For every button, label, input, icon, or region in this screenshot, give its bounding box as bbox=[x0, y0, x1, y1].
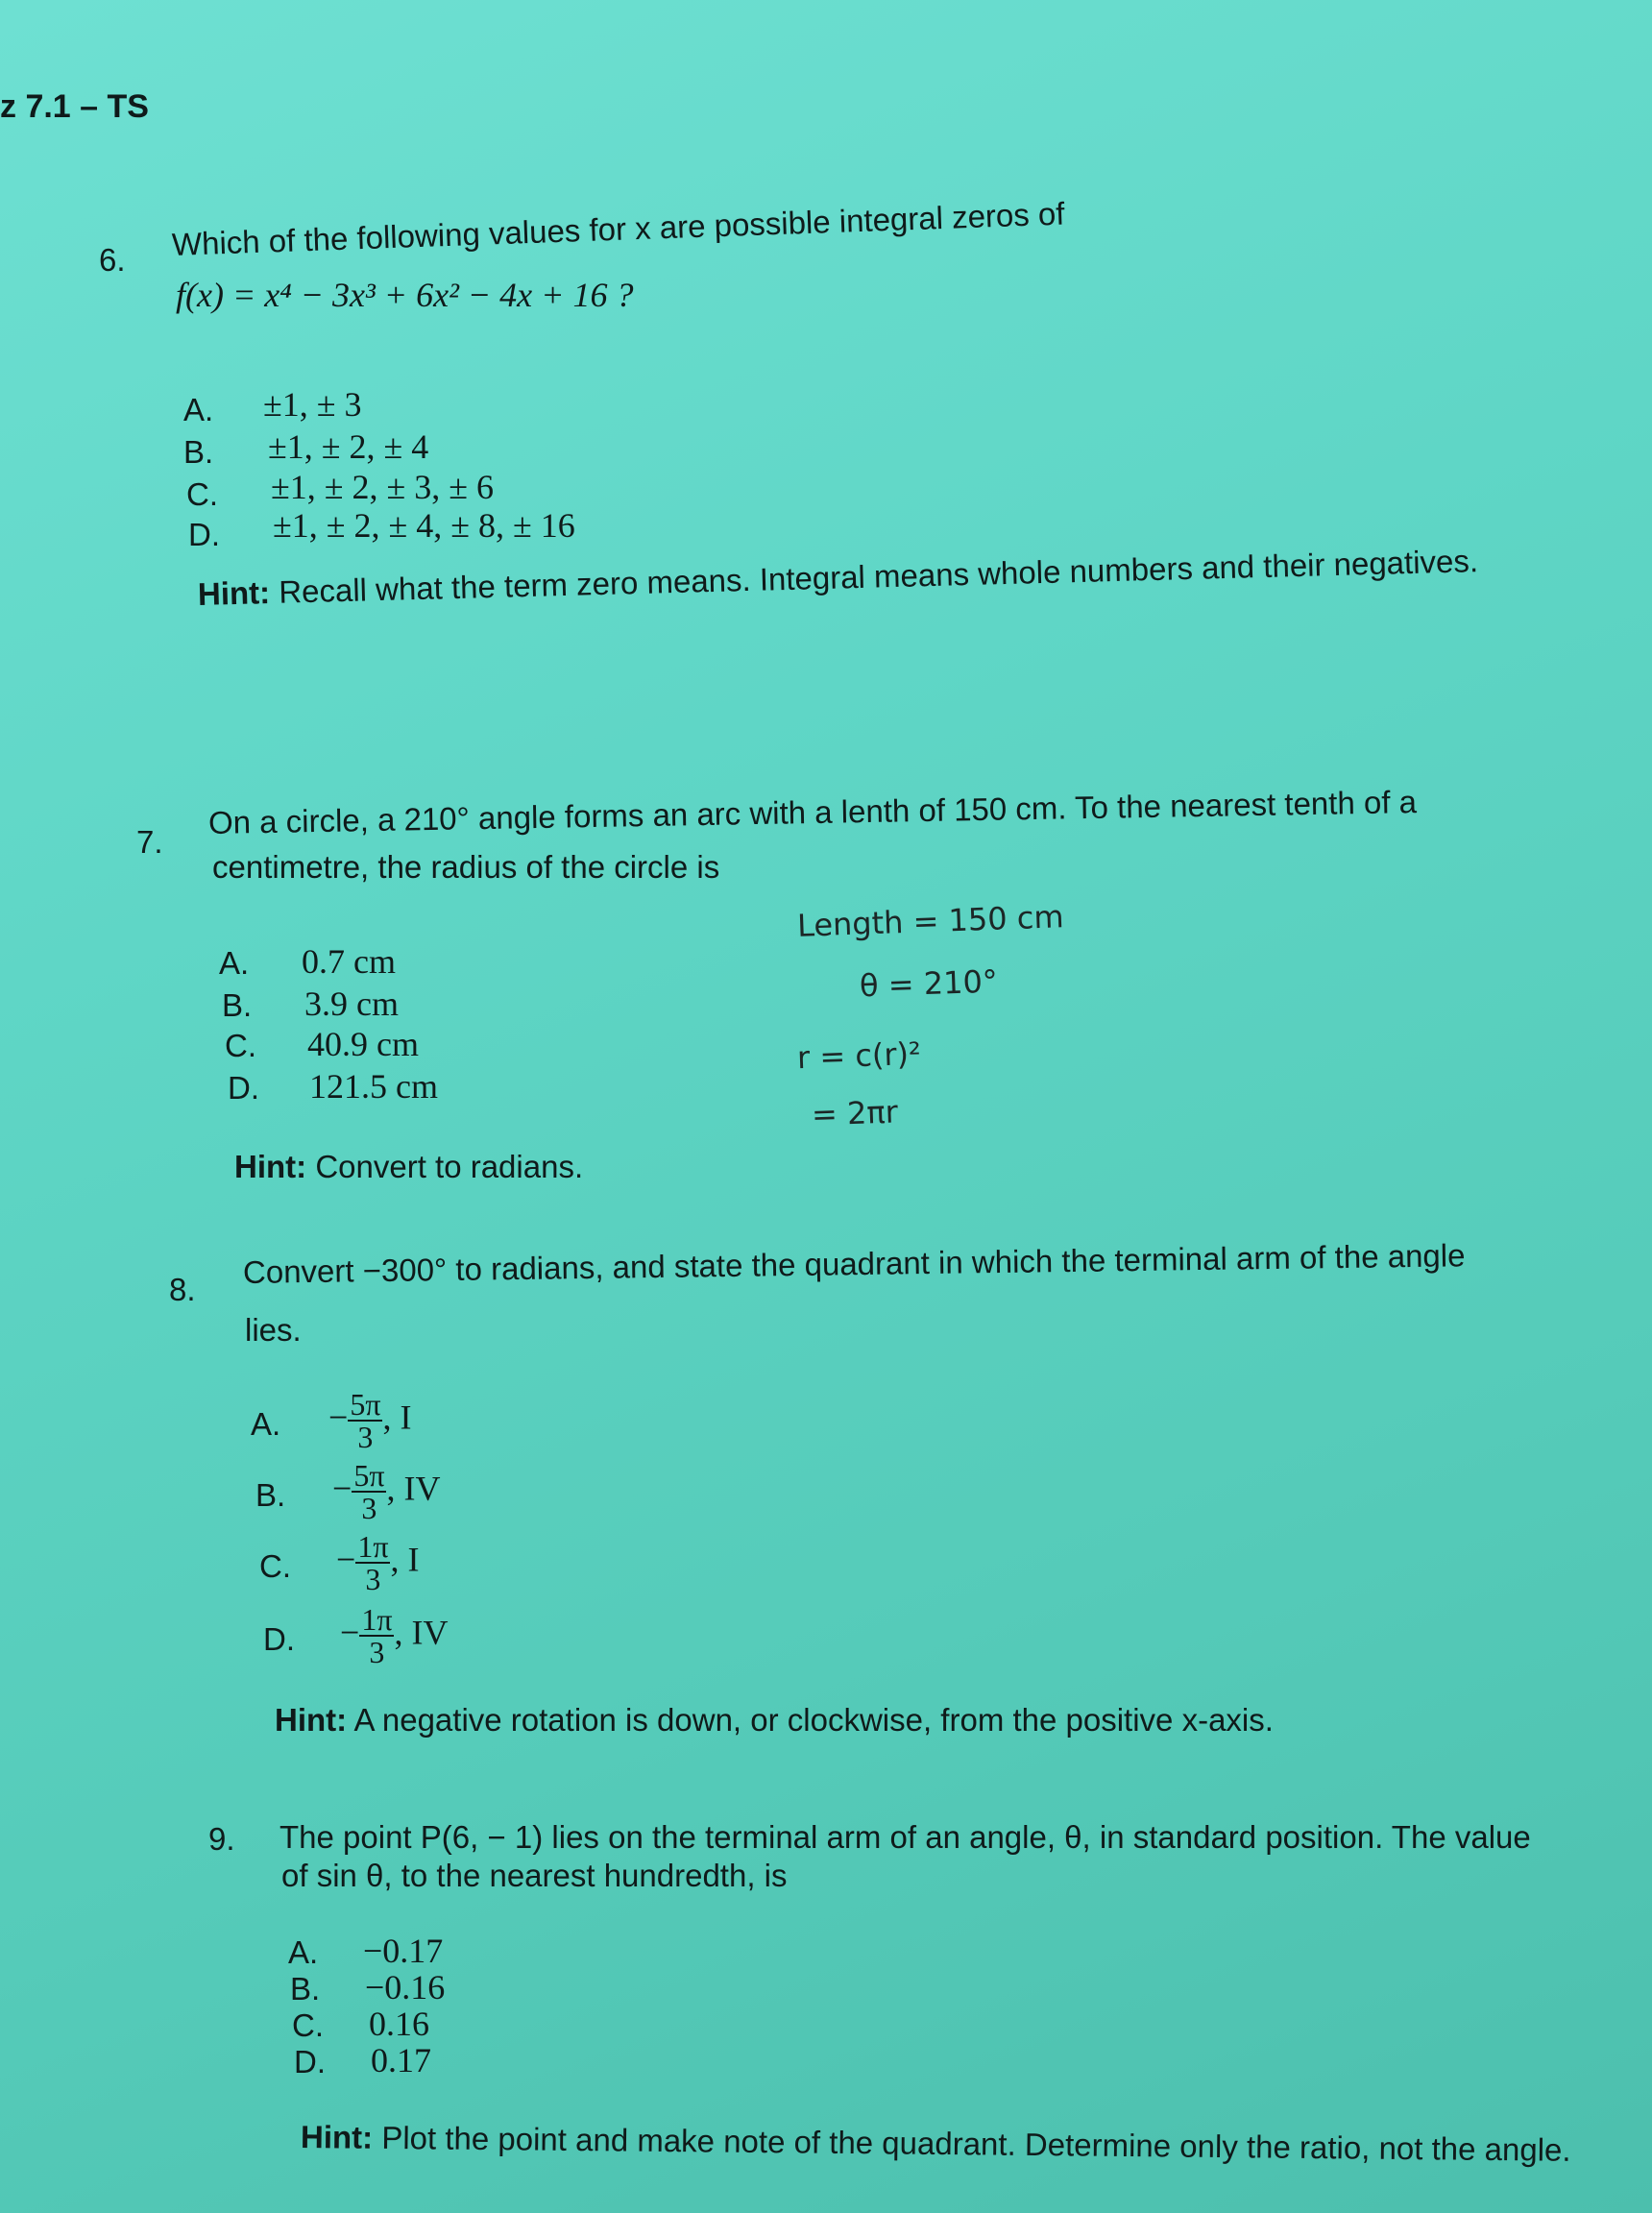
question-number: 8. bbox=[169, 1272, 196, 1307]
option-letter: B. bbox=[255, 1477, 286, 1513]
numerator: 1π bbox=[357, 1529, 389, 1564]
option-text: 121.5 cm bbox=[309, 1067, 438, 1106]
question-text: Convert −300° to radians, and state the quadrant in which the terminal arm of the angle bbox=[242, 1237, 1466, 1290]
worksheet-header: z 7.1 – TS bbox=[0, 88, 149, 125]
handwritten-note: Length = 150 cm bbox=[796, 898, 1065, 944]
hint bbox=[234, 1149, 583, 1185]
option-letter: D. bbox=[228, 1070, 259, 1106]
fraction bbox=[355, 1531, 390, 1594]
handwritten-note: r = c(r)² bbox=[796, 1034, 922, 1077]
hint-label: Hint: bbox=[234, 1149, 307, 1184]
option-letter: C. bbox=[186, 476, 218, 512]
hint bbox=[275, 1702, 1274, 1739]
denominator: 3 bbox=[365, 1562, 381, 1596]
option-text bbox=[328, 1389, 411, 1452]
option-text bbox=[336, 1531, 419, 1594]
option-text: −0.17 bbox=[363, 1932, 444, 1970]
fraction bbox=[348, 1389, 382, 1452]
option-letter: D. bbox=[188, 517, 220, 552]
option-letter: A. bbox=[251, 1406, 281, 1442]
hint bbox=[198, 543, 1479, 613]
question-number: 7. bbox=[136, 824, 163, 860]
quadrant: , IV bbox=[394, 1613, 449, 1652]
question-text: The point P(6, − 1) lies on the terminal arm of an angle, θ, in standard position. The value bbox=[279, 1819, 1531, 1855]
option-text: 0.16 bbox=[369, 2005, 429, 2043]
option-letter: B. bbox=[222, 987, 253, 1023]
option-text: ±1, ± 3 bbox=[263, 385, 362, 424]
hint bbox=[301, 2119, 1571, 2169]
hint-text: Convert to radians. bbox=[315, 1149, 584, 1184]
question-text: of sin θ, to the nearest hundredth, is bbox=[281, 1858, 788, 1893]
sign: − bbox=[340, 1613, 360, 1652]
option-text bbox=[332, 1460, 440, 1523]
sign: − bbox=[336, 1540, 356, 1579]
option-text: −0.16 bbox=[365, 1968, 446, 2006]
quadrant: , I bbox=[382, 1398, 412, 1437]
denominator: 3 bbox=[357, 1420, 374, 1454]
numerator: 1π bbox=[361, 1602, 393, 1637]
option-letter: A. bbox=[183, 392, 214, 427]
option-text: 0.7 cm bbox=[302, 942, 396, 981]
handwritten-note: θ = 210° bbox=[859, 962, 999, 1005]
sign: − bbox=[328, 1398, 349, 1437]
handwritten-note: = 2πr bbox=[811, 1093, 899, 1133]
option-letter: C. bbox=[225, 1028, 256, 1063]
option-text: ±1, ± 2, ± 3, ± 6 bbox=[271, 468, 495, 506]
option-text: 40.9 cm bbox=[307, 1025, 419, 1063]
numerator: 5π bbox=[353, 1458, 385, 1493]
option-letter: A. bbox=[288, 1934, 319, 1970]
quadrant: , IV bbox=[386, 1469, 441, 1508]
option-letter: D. bbox=[294, 2044, 326, 2079]
option-text: 3.9 cm bbox=[304, 985, 399, 1023]
fraction bbox=[352, 1460, 386, 1523]
hint-text: Recall what the term zero means. Integral means whole numbers and their negatives. bbox=[278, 543, 1479, 610]
question-text: lies. bbox=[245, 1312, 302, 1348]
hint-label: Hint: bbox=[300, 2119, 374, 2155]
question-number: 6. bbox=[99, 242, 126, 278]
hint-text: Plot the point and make note of the quadrant. Determine only the ratio, not the angle. bbox=[381, 2119, 1571, 2168]
fraction bbox=[359, 1604, 394, 1667]
denominator: 3 bbox=[369, 1635, 385, 1669]
option-letter: C. bbox=[259, 1548, 291, 1584]
option-text bbox=[340, 1604, 448, 1667]
hint-label: Hint: bbox=[275, 1702, 348, 1738]
sign: − bbox=[332, 1469, 352, 1508]
option-letter: D. bbox=[263, 1621, 295, 1657]
question-text: On a circle, a 210° angle forms an arc with a lenth of 150 cm. To the nearest tenth of a bbox=[207, 784, 1418, 840]
question-text: centimetre, the radius of the circle is bbox=[212, 849, 720, 885]
option-text: 0.17 bbox=[371, 2041, 431, 2079]
denominator: 3 bbox=[361, 1491, 377, 1525]
option-letter: A. bbox=[219, 945, 250, 981]
question-text: Which of the following values for x are possible integral zeros of bbox=[171, 195, 1066, 262]
option-text: ±1, ± 2, ± 4 bbox=[268, 427, 429, 466]
hint-label: Hint: bbox=[197, 574, 271, 612]
hint-text: A negative rotation is down, or clockwise, from the positive x-axis. bbox=[353, 1702, 1274, 1738]
option-letter: B. bbox=[183, 434, 214, 470]
numerator: 5π bbox=[350, 1387, 381, 1422]
option-letter: B. bbox=[290, 1971, 321, 2006]
option-letter: C. bbox=[292, 2007, 324, 2043]
quadrant: , I bbox=[390, 1540, 420, 1579]
question-formula: f(x) = x⁴ − 3x³ + 6x² − 4x + 16 ? bbox=[176, 276, 634, 314]
question-number: 9. bbox=[208, 1821, 235, 1857]
option-text: ±1, ± 2, ± 4, ± 8, ± 16 bbox=[273, 506, 575, 545]
